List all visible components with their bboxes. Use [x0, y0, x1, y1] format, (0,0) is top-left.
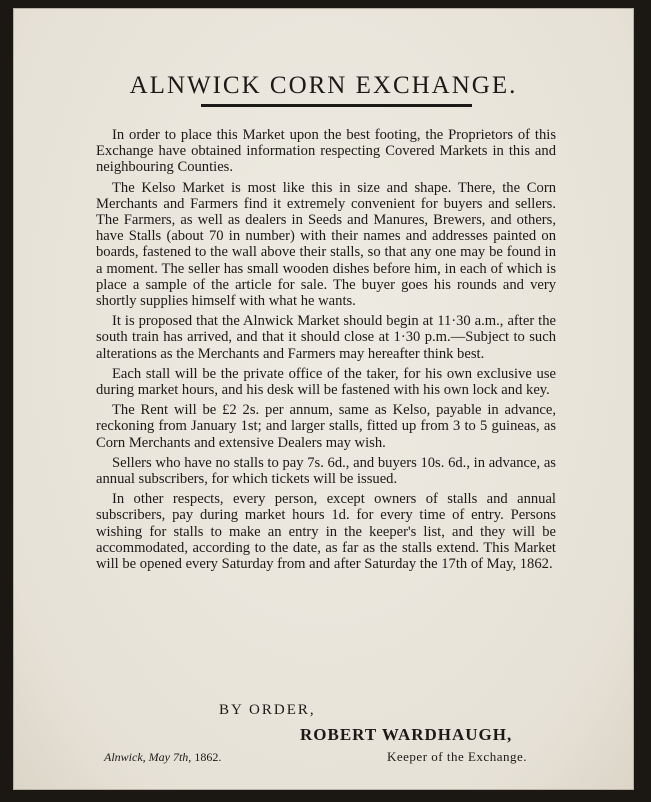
paragraph-intro: In order to place this Market upon the best footing, the Proprietors of this Exchange have obtained information respecting Covered Markets in this and neighbouring Counties. — [96, 127, 556, 176]
poster-title: ALNWICK CORN EXCHANGE. — [129, 72, 518, 99]
by-order: BY ORDER, — [219, 702, 316, 718]
paragraph-rent: The Rent will be £2 2s. per annum, same as Kelso, payable in advance, reckoning from January 1st; and larger stalls, fitted up from 3 to 5 guineas, as Corn Merchants and extensive Dealers may wish. — [96, 402, 556, 451]
date-year: 1862. — [194, 750, 222, 764]
paragraph-kelso: The Kelso Market is most like this in size and shape. There, the Corn Merchants and Farmers find it extremely convenient for buyers and sellers. The Farmers, as well as dealers in Seeds and Manures, Brewers, and others, have Stalls (about 70 in number) with their names and addresses painted on boards, fastened to the wall above their stalls, so that any one may be found in a moment. The seller has small wooden dishes before him, in each of which is place a sample of the article for sale. The buyer goes his rounds and very shortly supplies himself with what he wants. — [96, 179, 556, 310]
poster-sheet — [13, 8, 634, 790]
paragraph-stall: Each stall will be the private office of the taker, for his own exclusive use during market hours, and his desk will be fastened with his own lock and key. — [96, 365, 556, 399]
title-rule — [201, 104, 472, 107]
paragraph-sellers: Sellers who have no stalls to pay 7s. 6d., and buyers 10s. 6d., in advance, as annual subscribers, for which tickets will be issued. — [96, 454, 556, 488]
dateline — [104, 750, 221, 765]
paragraph-entry: In other respects, every person, except owners of stalls and annual subscribers, pay during market hours 1d. for every time of entry. Persons wishing for stalls to make an entry in the keeper's list, and they will be accommodated, according to the date, as far as the stalls extend. This Market will be opened every Saturday from and after Saturday the 17th of May, 1862. — [96, 491, 556, 573]
poster-body — [96, 127, 556, 576]
paragraph-hours: It is proposed that the Alnwick Market should begin at 11·30 a.m., after the south train has arrived, and that it should close at 1·30 p.m.—Subject to such alterations as the Merchants and Farmers may hereafter think best. — [96, 313, 556, 362]
signer-name: ROBERT WARDHAUGH, — [300, 725, 513, 744]
place-date: Alnwick, May 7th, — [104, 750, 192, 764]
signer-title: Keeper of the Exchange. — [387, 749, 527, 764]
